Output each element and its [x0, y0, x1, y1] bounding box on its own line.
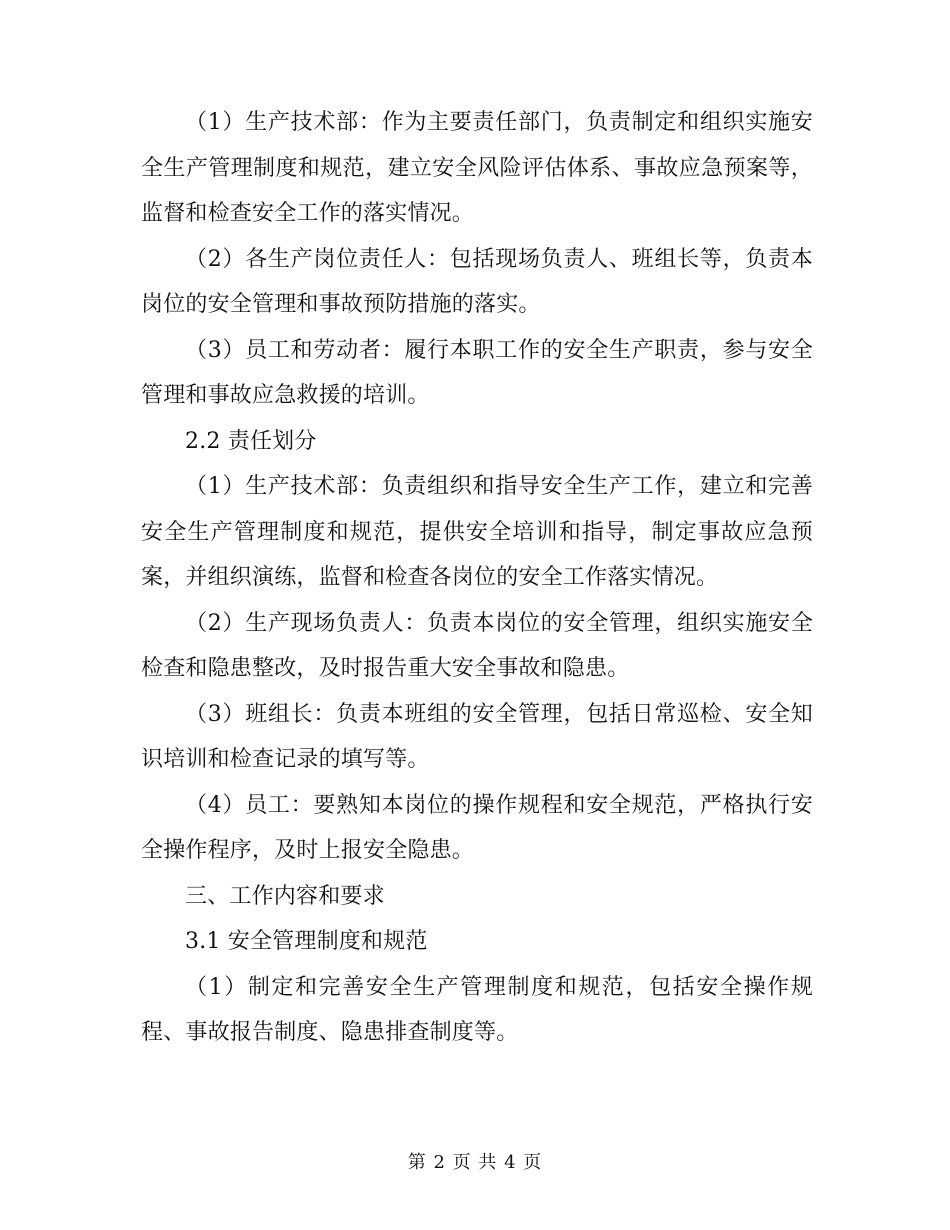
paragraph-1: （1）生产技术部：作为主要责任部门，负责制定和组织实施安全生产管理制度和规范，建立安全风险评估体系、事故应急预案等，监督和检查安全工作的落实情况。: [141, 110, 813, 226]
paragraph-6: （3）班组长：负责本班组的安全管理，包括日常巡检、安全知识培训和检查记录的填写等。: [141, 701, 813, 772]
paragraph-3: （3）员工和劳动者：履行本职工作的安全生产职责，参与安全管理和事故应急救援的培训。: [141, 337, 813, 408]
paragraph-2: （2）各生产岗位责任人：包括现场负责人、班组长等，负责本岗位的安全管理和事故预防措施的落实。: [141, 246, 813, 317]
document-body: [141, 100, 813, 1056]
page-footer: 第 2 页 共 4 页: [407, 1152, 543, 1173]
paragraph-8: （1）制定和完善安全生产管理制度和规范，包括安全操作规程、事故报告制度、隐患排查制度等。: [141, 974, 813, 1045]
paragraph-4: （1）生产技术部：负责组织和指导安全生产工作，建立和完善安全生产管理制度和规范，提供安全培训和指导，制定事故应急预案，并组织演练，监督和检查各岗位的安全工作落实情况。: [141, 474, 813, 590]
section-heading-2-2: 2.2 责任划分: [185, 428, 317, 454]
paragraph-5: （2）生产现场负责人：负责本岗位的安全管理，组织实施安全检查和隐患整改，及时报告重大安全事故和隐患。: [141, 610, 813, 681]
section-heading-3: 三、工作内容和要求: [185, 883, 385, 909]
paragraph-7: （4）员工：要熟知本岗位的操作规程和安全规范，严格执行安全操作程序，及时上报安全隐患。: [141, 792, 813, 863]
section-heading-3-1: 3.1 安全管理制度和规范: [185, 929, 428, 954]
